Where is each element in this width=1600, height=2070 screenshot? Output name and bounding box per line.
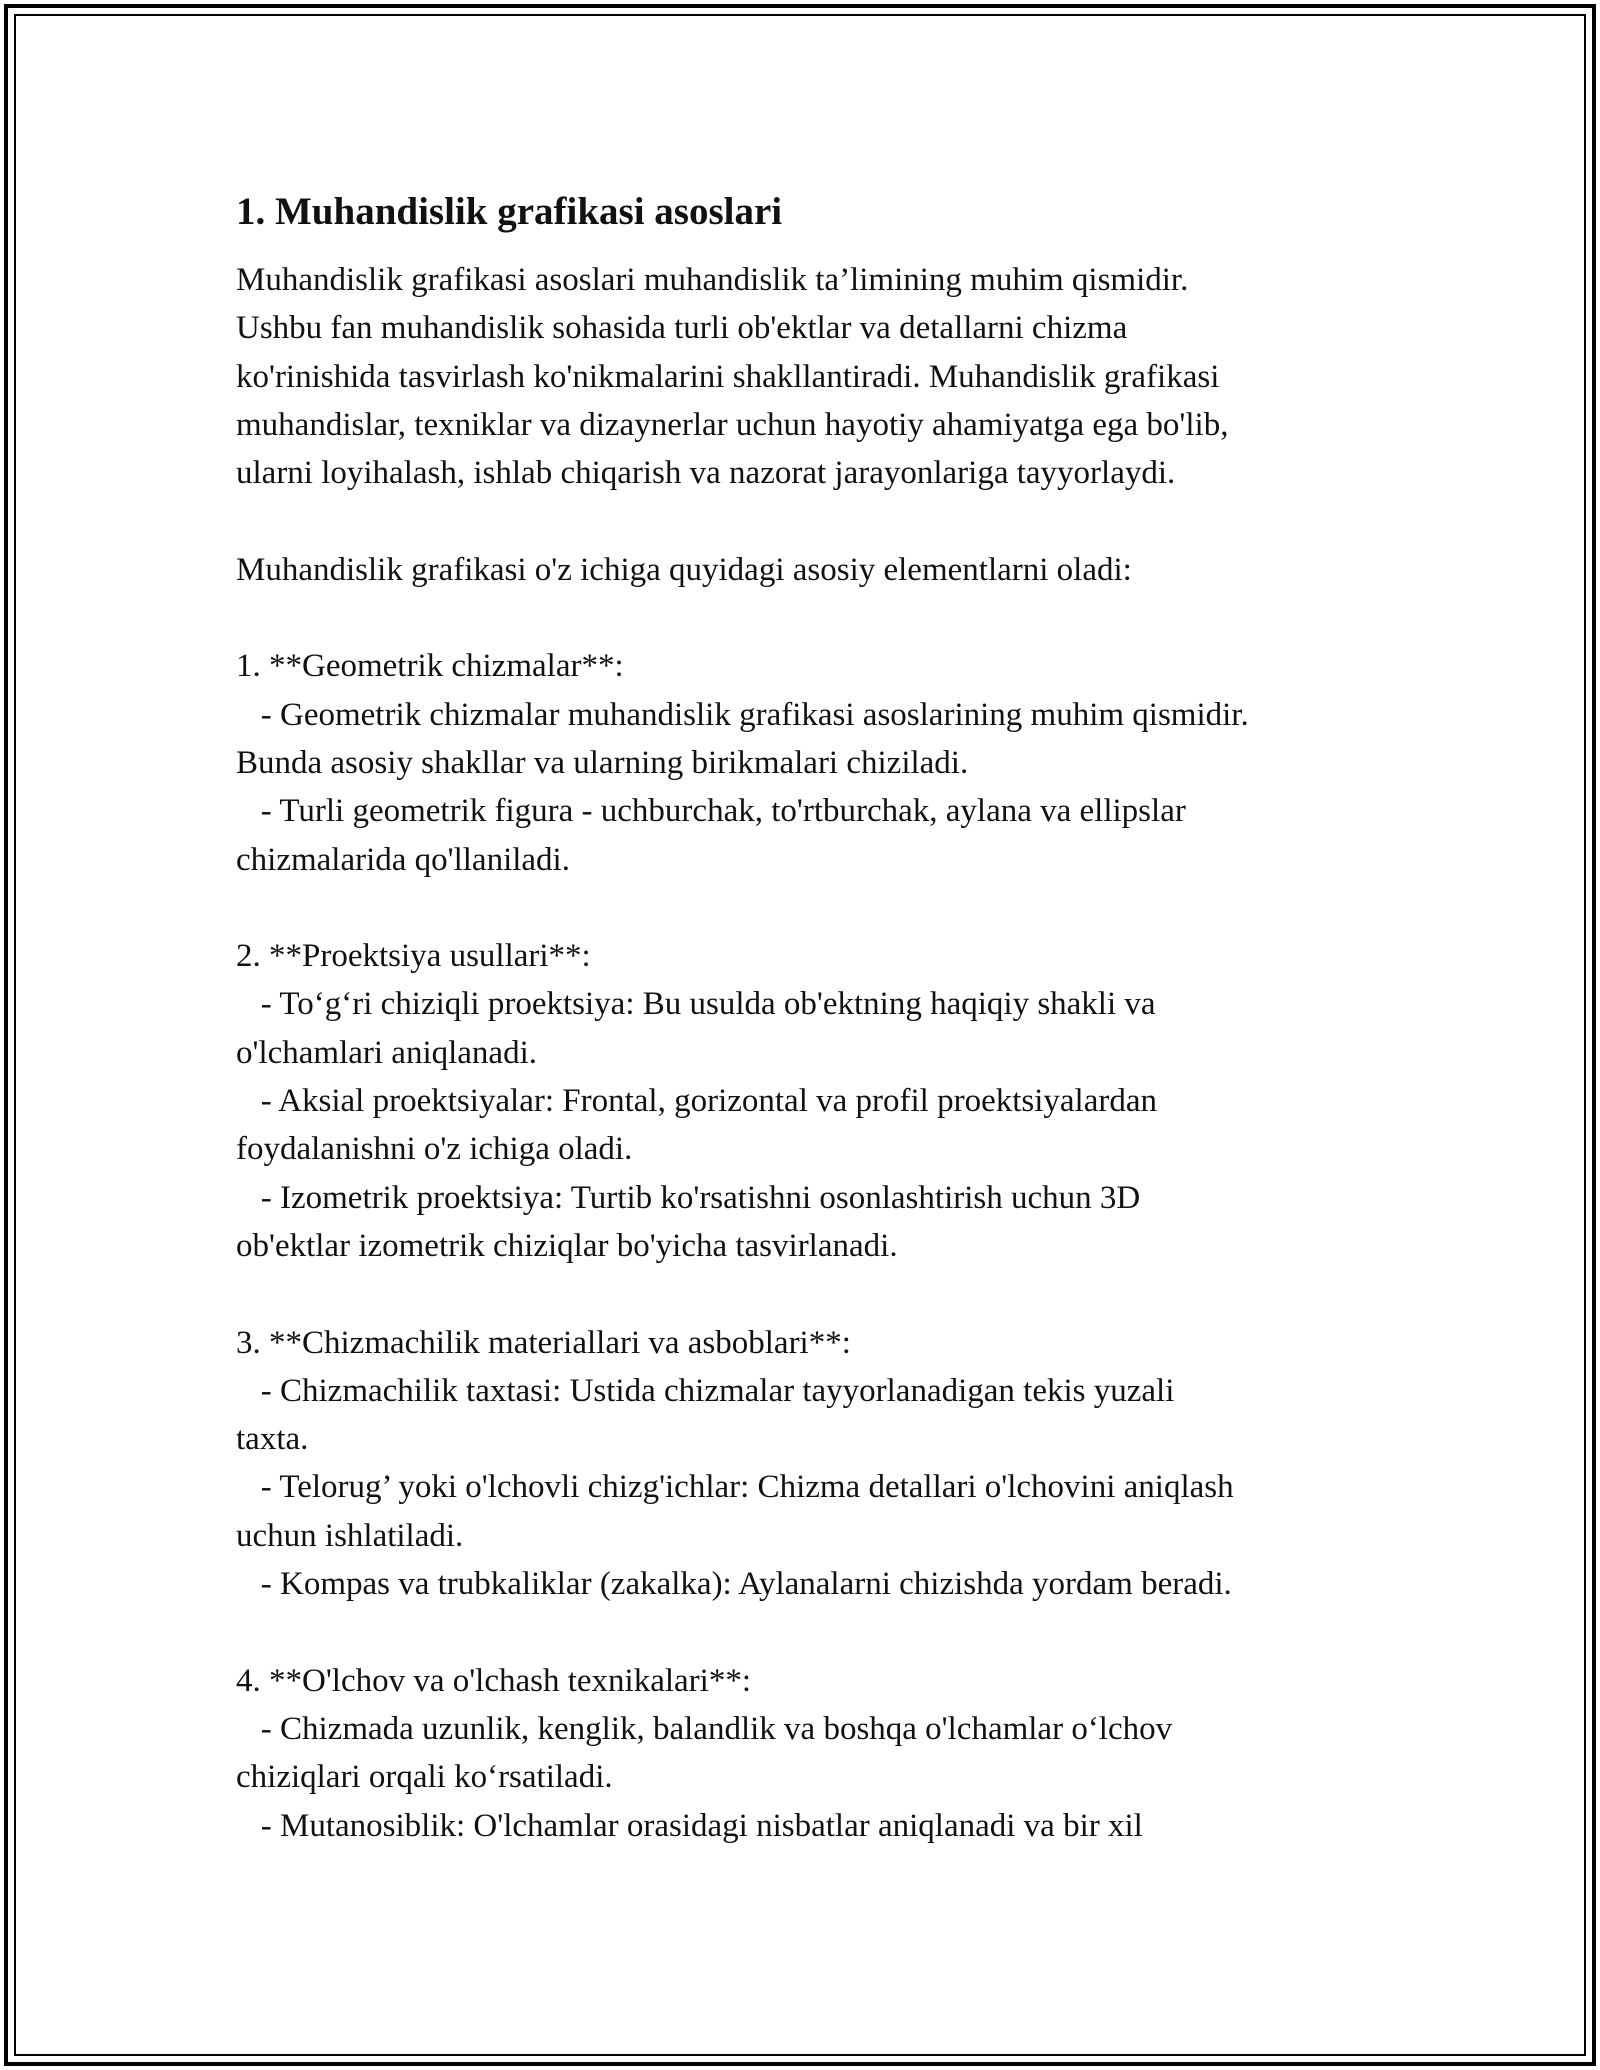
text-line: foydalanishni o'z ichiga oladi. — [236, 1131, 633, 1168]
text-line: - Geometrik chizmalar muhandislik grafikasi asoslarining muhim qismidir. — [236, 696, 1249, 733]
text-line: Muhandislik grafikasi asoslari muhandislik ta’limining muhim qismidir. — [236, 262, 1189, 298]
text-line: - Izometrik proektsiya: Turtib ko'rsatishni osonlashtirish uchun 3D — [236, 1179, 1141, 1216]
blank-line — [236, 884, 1386, 932]
blank-line — [236, 1608, 1386, 1656]
text-line: chiziqlari orqali ko‘rsatiladi. — [236, 1759, 613, 1796]
text-line: 3. **Chizmachilik materiallari va asboblari**: — [236, 1324, 851, 1361]
text-line: - Turli geometrik figura - uchburchak, to'rtburchak, aylana va ellipslar — [236, 793, 1186, 830]
text-line: Muhandislik grafikasi o'z ichiga quyidagi asosiy elementlarni oladi: — [236, 551, 1132, 588]
text-line: - Chizmada uzunlik, kenglik, balandlik va boshqa o'lchamlar o‘lchov — [236, 1710, 1173, 1747]
text-line: - To‘g‘ri chiziqli proektsiya: Bu usulda ob'ektning haqiqiy shakli va — [236, 986, 1156, 1023]
blank-line — [236, 1270, 1386, 1318]
text-line: uchun ishlatiladi. — [236, 1517, 464, 1554]
text-line: Bunda asosiy shakllar va ularning birikmalari chiziladi. — [236, 744, 969, 781]
blank-line — [236, 497, 1386, 545]
document-body — [236, 186, 1386, 1850]
text-line: ularni loyihalash, ishlab chiqarish va nazorat jarayonlariga tayyorlaydi. — [236, 455, 1176, 492]
text-line: - Chizmachilik taxtasi: Ustida chizmalar tayyorlanadigan tekis yuzali — [236, 1372, 1175, 1409]
text-line: - Aksial proektsiyalar: Frontal, gorizontal va profil proektsiyalardan — [236, 1083, 1158, 1120]
text-line: chizmalarida qo'llaniladi. — [236, 841, 570, 878]
text-line: - Mutanosiblik: O'lchamlar orasidagi nisbatlar aniqlanadi va bir xil — [236, 1807, 1143, 1844]
page-title: 1. Muhandislik grafikasi asoslari — [236, 190, 783, 233]
blank-line — [236, 594, 1386, 642]
text-line: ko'rinishida tasvirlash ko'nikmalarini shakllantiradi. Muhandislik grafikasi — [236, 358, 1220, 395]
text-line: ob'ektlar izometrik chiziqlar bo'yicha tasvirlanadi. — [236, 1227, 898, 1264]
text-line: - Telorug’ yoki o'lchovli chizg'ichlar: Chizma detallari o'lchovini aniqlash — [236, 1469, 1234, 1506]
text-line: - Kompas va trubkaliklar (zakalka): Aylanalarni chizishda yordam beradi. — [236, 1566, 1232, 1603]
text-line: o'lchamlari aniqlanadi. — [236, 1034, 537, 1071]
text-lines — [236, 256, 1386, 1850]
text-line: 4. **O'lchov va o'lchash texnikalari**: — [236, 1662, 752, 1699]
text-line: 2. **Proektsiya usullari**: — [236, 938, 591, 975]
text-line: 1. **Geometrik chizmalar**: — [236, 648, 624, 685]
text-line: taxta. — [236, 1421, 309, 1458]
text-line: Ushbu fan muhandislik sohasida turli ob'ektlar va detallarni chizma — [236, 310, 1128, 347]
text-line: muhandislar, texniklar va dizaynerlar uchun hayotiy ahamiyatga ega bo'lib, — [236, 406, 1229, 443]
